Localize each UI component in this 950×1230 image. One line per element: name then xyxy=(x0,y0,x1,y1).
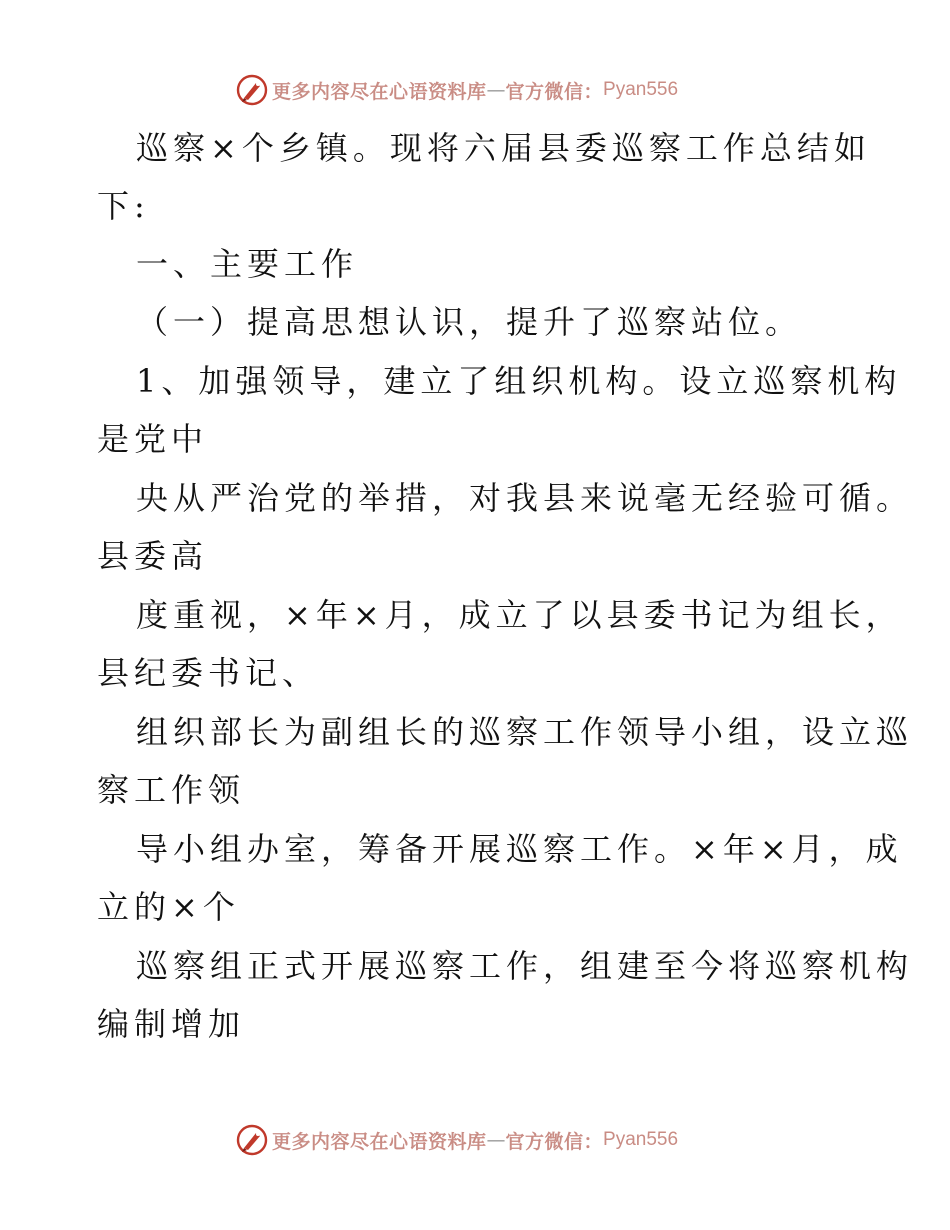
paragraph-line: 导小组办室，筹备开展巡察工作。×年×月，成 xyxy=(136,830,903,868)
paragraph-line: 是党中 xyxy=(97,420,209,458)
paragraph-line: 1、加强领导，建立了组织机构。设立巡察机构 xyxy=(136,362,902,400)
paragraph-line: 下: xyxy=(97,187,150,225)
footer-watermark xyxy=(236,1122,678,1158)
header-watermark xyxy=(236,72,678,108)
watermark-label: 官方微信： xyxy=(505,1130,604,1153)
watermark-text: 更多内容尽在心语资料库 xyxy=(272,80,487,103)
watermark-label: 官方微信： xyxy=(505,80,604,103)
paragraph-line: 察工作领 xyxy=(97,771,246,809)
watermark-separator: — xyxy=(486,1129,506,1151)
paragraph-line: 县纪委书记、 xyxy=(97,654,320,692)
paragraph-line: 央从严治党的举措，对我县来说毫无经验可循。 xyxy=(136,479,914,517)
section-heading: 一、主要工作 xyxy=(136,245,359,283)
paragraph-line: 编制增加 xyxy=(97,1005,246,1043)
watermark-separator: — xyxy=(486,79,506,101)
paragraph-line: 县委高 xyxy=(97,537,209,575)
subsection-heading: （一）提高思想认识，提升了巡察站位。 xyxy=(136,303,803,341)
paragraph-line: 立的×个 xyxy=(97,888,240,926)
paragraph-line: 组织部长为副组长的巡察工作领导小组，设立巡 xyxy=(136,713,914,751)
watermark-handle: Pyan556 xyxy=(603,79,679,100)
pen-logo-icon xyxy=(236,74,268,106)
paragraph-line: 巡察×个乡镇。现将六届县委巡察工作总结如 xyxy=(136,129,871,167)
watermark-text: 更多内容尽在心语资料库 xyxy=(272,1130,487,1153)
paragraph-line: 度重视，×年×月，成立了以县委书记为组长， xyxy=(136,596,903,634)
paragraph-line: 巡察组正式开展巡察工作，组建至今将巡察机构 xyxy=(136,947,914,985)
watermark-handle: Pyan556 xyxy=(603,1129,679,1150)
pen-logo-icon xyxy=(236,1124,268,1156)
